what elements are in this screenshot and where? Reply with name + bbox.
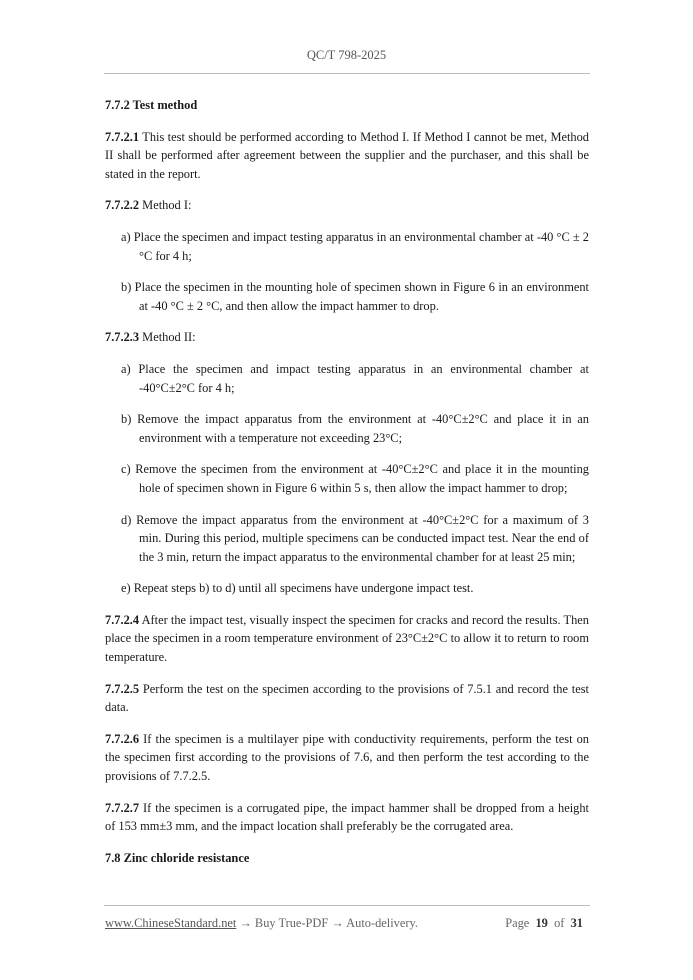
clause-text: Method I: (139, 198, 192, 213)
list-item: a) Place the specimen and impact testing apparatus in an environmental chamber at -40°C±2°C for 4 h; (121, 361, 589, 395)
clause-text: This test should be performed according to Method I. If Method I cannot be met, Method II shall be performed after agreement between the supplier and the purchaser, and this shall be stated in the report. (105, 129, 589, 181)
website-link[interactable]: www.ChineseStandard.net (105, 916, 237, 930)
clause-number: 7.7.2.1 (105, 129, 140, 144)
clause-text: After the impact test, visually inspect the specimen for cracks and record the results. Then place the specimen in a room temperature environment of 23°C±2°C to allow it to return to room temperature. (105, 612, 589, 665)
clause-7-7-2-7 (105, 799, 589, 836)
clause-number: 7.7.2.4 (105, 612, 140, 627)
page-label: Page (505, 916, 530, 930)
footer-rule (104, 905, 590, 906)
clause-text: Method II: (139, 330, 196, 345)
list-item: d) Remove the impact apparatus from the environment at -40°C±2°C for a maximum of 3 min. During this period, multiple specimens can be conducted impact test. Near the end of the 3 min, return the impact apparatus to the environmental chamber for at least 25 min; (121, 512, 589, 564)
page-number: 19 (535, 916, 548, 930)
of-label: of (554, 916, 565, 930)
document-body (105, 96, 589, 867)
clause-number: 7.7.2.2 (105, 198, 140, 213)
clause-7-7-2-6 (105, 730, 589, 786)
page-total: 31 (570, 916, 583, 930)
list-item: c) Remove the specimen from the environment at -40°C±2°C and place it in the mounting hole of specimen shown in Figure 6 within 5 s, then allow the impact hammer to drop; (121, 462, 589, 495)
clause-7-7-2-3 (105, 328, 589, 347)
clause-7-7-2-1 (105, 128, 589, 184)
list-item: b) Place the specimen in the mounting hole of specimen shown in Figure 6 in an environment at -40 °C ± 2 °C, and then allow the impact hammer to drop. (121, 280, 589, 313)
clause-7-7-2-2 (105, 196, 589, 215)
clause-number: 7.7.2.6 (105, 731, 140, 746)
clause-7-7-2-4 (105, 611, 589, 667)
list-item: b) Remove the impact apparatus from the environment at -40°C±2°C and place it in an environment with a temperature not exceeding 23°C; (121, 412, 589, 445)
list-item: a) Place the specimen and impact testing apparatus in an environmental chamber at -40 °C ± 2 °C for 4 h; (121, 229, 589, 263)
clause-number: 7.7.2.3 (105, 330, 140, 345)
clause-7-7-2-5 (105, 680, 589, 717)
clause-number: 7.7.2.7 (105, 800, 140, 815)
section-heading-7-8: 7.8 Zinc chloride resistance (105, 850, 250, 865)
page-footer (105, 916, 589, 931)
clause-number: 7.7.2.5 (105, 681, 140, 696)
header-rule (104, 73, 590, 74)
page-header-title: QC/T 798-2025 (306, 48, 387, 62)
list-item: e) Repeat steps b) to d) until all specimens have undergone impact test. (121, 581, 474, 596)
clause-text: If the specimen is a corrugated pipe, the impact hammer shall be dropped from a height of 153 mm±3 mm, and the impact location shall preferably be the corrugated area. (105, 800, 589, 834)
clause-text: Perform the test on the specimen according to the provisions of 7.5.1 and record the test data. (105, 681, 589, 715)
page-indicator (505, 916, 583, 931)
footer-text: → Buy True-PDF → Auto-delivery. (236, 916, 418, 930)
clause-text: If the specimen is a multilayer pipe with conductivity requirements, perform the test on the specimen first according to the provisions of 7.6, and then perform the test according to the provisions of 7.7.2.5. (105, 731, 589, 784)
section-heading-7-7-2: 7.7.2 Test method (105, 98, 198, 112)
